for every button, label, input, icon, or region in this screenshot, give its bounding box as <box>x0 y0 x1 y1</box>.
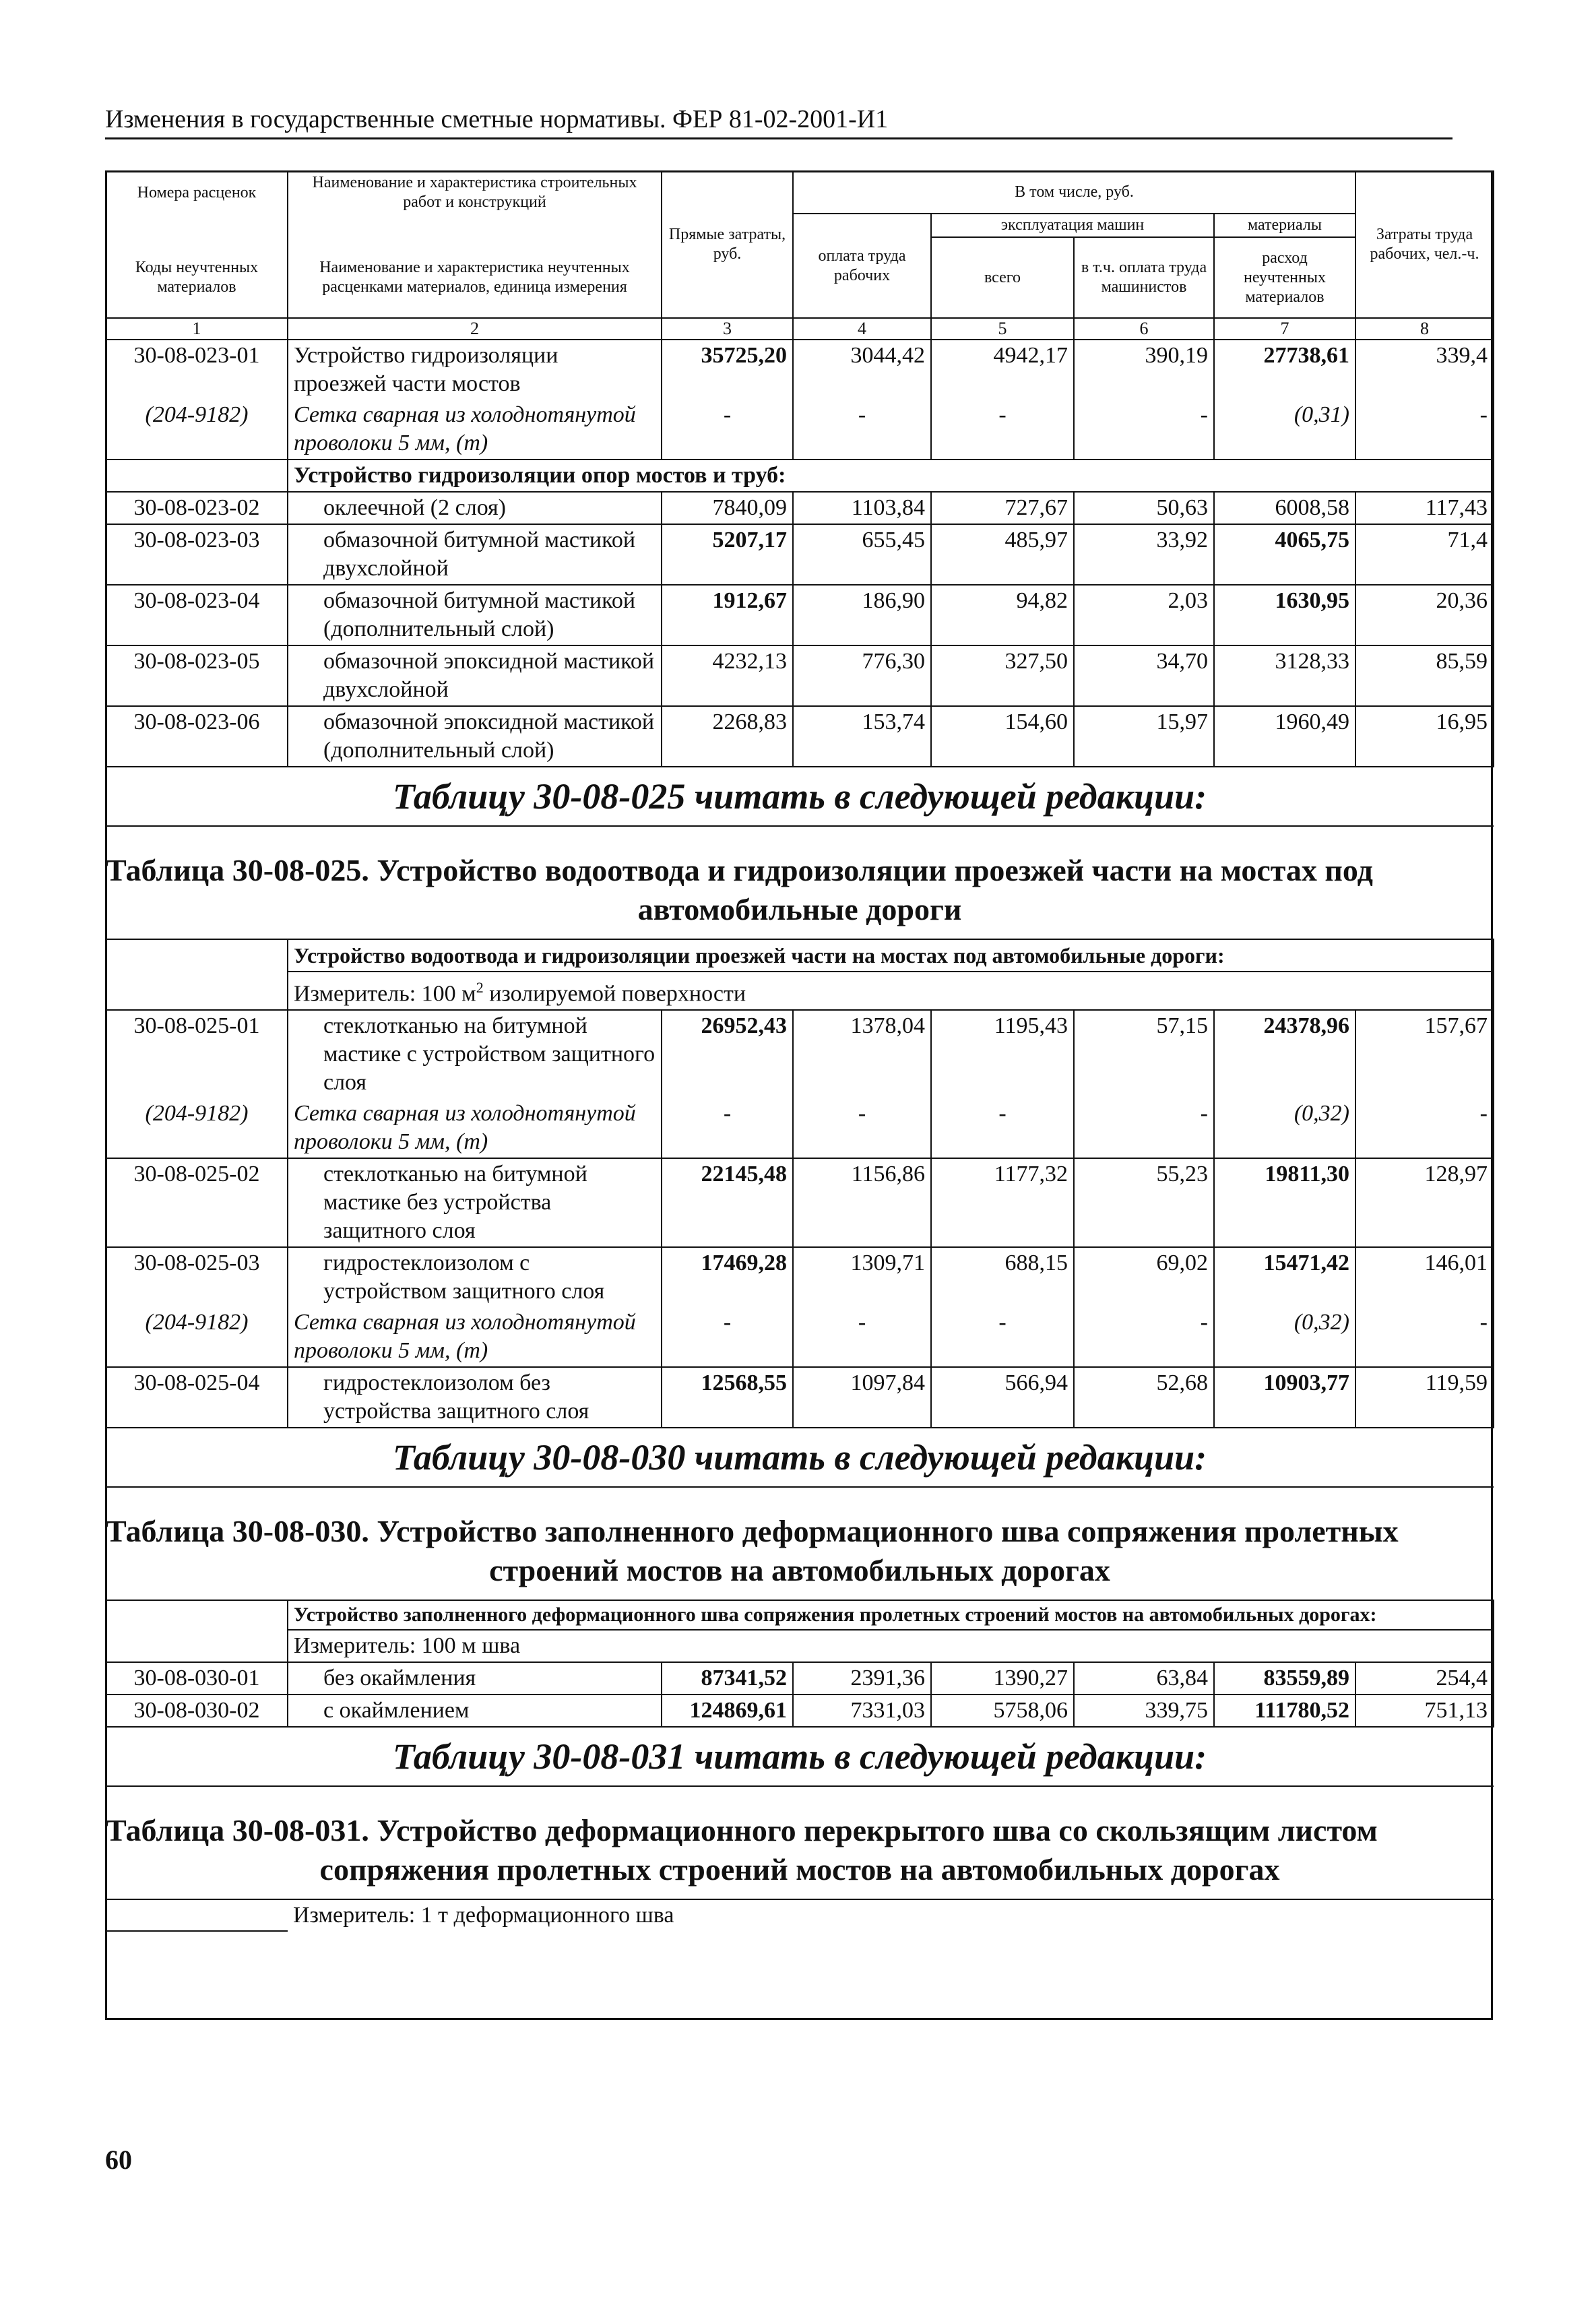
row-value: 94,82 <box>931 585 1074 645</box>
table-title <box>106 826 1494 939</box>
row-value: 6008,58 <box>1214 492 1355 524</box>
table-row <box>106 1247 1494 1307</box>
row-value: 2,03 <box>1074 585 1214 645</box>
section-heading: Устройство водоотвода и гидроизоляции проезжей части на мостах под автомобильные дороги: <box>288 939 1494 972</box>
row-value: 26952,43 <box>662 1010 793 1098</box>
price-table <box>105 170 1494 1932</box>
row-value: 3044,42 <box>793 340 931 400</box>
row-value: 20,36 <box>1355 585 1494 645</box>
col-num: 3 <box>662 318 793 340</box>
materials-head: материалы <box>1214 214 1355 237</box>
row-value: - <box>931 400 1074 460</box>
unit-line <box>288 972 1494 1010</box>
row-value: 1390,27 <box>931 1662 1074 1695</box>
col-4-head: оплата труда рабочих <box>793 214 931 318</box>
row-value: 485,97 <box>931 524 1074 585</box>
table-title-line-2: автомобильные дороги <box>637 892 962 926</box>
row-value: 776,30 <box>793 645 931 706</box>
row-value: 17469,28 <box>662 1247 793 1307</box>
row-value: (0,31) <box>1214 400 1355 460</box>
row-value: 688,15 <box>931 1247 1074 1307</box>
table-row <box>106 585 1494 645</box>
row-value: 87341,52 <box>662 1662 793 1695</box>
row-value: 146,01 <box>1355 1247 1494 1307</box>
col-2-head-bottom: Наименование и характеристика неучтенных расценками материалов, единица измерения <box>288 237 662 318</box>
row-value: - <box>793 1307 931 1367</box>
row-value: 1177,32 <box>931 1158 1074 1247</box>
table-title-line-2: сопряжения пролетных строений мостов на автомобильных дорогах <box>319 1852 1280 1887</box>
table-title <box>106 1487 1494 1600</box>
table-row <box>106 524 1494 585</box>
row-value: 128,97 <box>1355 1158 1494 1247</box>
row-value: 2268,83 <box>662 706 793 767</box>
table-title-line-1: Таблица 30-08-031. Устройство деформационного перекрытого шва со скользящим листом <box>106 1813 1378 1848</box>
row-value: 5207,17 <box>662 524 793 585</box>
row-value: - <box>662 1307 793 1367</box>
table-title-line-2: строений мостов на автомобильных дорогах <box>489 1553 1110 1588</box>
row-value: 153,74 <box>793 706 931 767</box>
row-value: - <box>1355 1307 1494 1367</box>
col-num: 8 <box>1355 318 1494 340</box>
page-header: Изменения в государственные сметные нормативы. ФЕР 81-02-2001-И1 <box>105 101 1453 139</box>
row-value: - <box>1074 1098 1214 1158</box>
row-value: (0,32) <box>1214 1307 1355 1367</box>
redaction-note: Таблицу 30-08-031 читать в следующей редакции: <box>106 1727 1494 1786</box>
row-value: 1912,67 <box>662 585 793 645</box>
material-code: (204-9182) <box>106 1307 288 1367</box>
row-value: 2391,36 <box>793 1662 931 1695</box>
row-value: 5758,06 <box>931 1695 1074 1727</box>
row-value: 1378,04 <box>793 1010 931 1098</box>
row-value: 4065,75 <box>1214 524 1355 585</box>
row-code: 30-08-025-04 <box>106 1367 288 1428</box>
section-heading: Устройство заполненного деформационного шва сопряжения пролетных строений мостов на автомобильных дорогах: <box>288 1600 1494 1630</box>
col-num: 2 <box>288 318 662 340</box>
row-value: 254,4 <box>1355 1662 1494 1695</box>
row-value: - <box>931 1098 1074 1158</box>
row-value: 33,92 <box>1074 524 1214 585</box>
row-value: - <box>662 400 793 460</box>
col-num: 4 <box>793 318 931 340</box>
row-value: 50,63 <box>1074 492 1214 524</box>
row-value: (0,32) <box>1214 1098 1355 1158</box>
row-code: 30-08-023-02 <box>106 492 288 524</box>
row-value: 27738,61 <box>1214 340 1355 400</box>
material-code: (204-9182) <box>106 1098 288 1158</box>
row-code: 30-08-023-03 <box>106 524 288 585</box>
col-1-head-top: Номера расценок <box>106 171 288 214</box>
table-row <box>106 1367 1494 1428</box>
row-name: обмазочной эпоксидной мастикой двухслойной <box>288 645 662 706</box>
row-value: 1156,86 <box>793 1158 931 1247</box>
row-value: 154,60 <box>931 706 1074 767</box>
material-name: Сетка сварная из холоднотянутой проволоки 5 мм, (т) <box>288 1098 662 1158</box>
machines-head: эксплуатация машин <box>931 214 1214 237</box>
row-value: 655,45 <box>793 524 931 585</box>
row-value: - <box>662 1098 793 1158</box>
row-value: - <box>793 400 931 460</box>
row-value: 83559,89 <box>1214 1662 1355 1695</box>
row-value: 339,4 <box>1355 340 1494 400</box>
row-value: 12568,55 <box>662 1367 793 1428</box>
row-value: 15,97 <box>1074 706 1214 767</box>
table-row <box>106 706 1494 767</box>
row-value: 52,68 <box>1074 1367 1214 1428</box>
row-code: 30-08-025-01 <box>106 1010 288 1098</box>
table-title-line-1: Таблица 30-08-030. Устройство заполненного деформационного шва сопряжения пролетных <box>106 1514 1399 1549</box>
row-value: 19811,30 <box>1214 1158 1355 1247</box>
material-row <box>106 1307 1494 1367</box>
row-value: 111780,52 <box>1214 1695 1355 1727</box>
redaction-note: Таблицу 30-08-030 читать в следующей редакции: <box>106 1428 1494 1487</box>
row-code: 30-08-030-01 <box>106 1662 288 1695</box>
row-code: 30-08-023-01 <box>106 340 288 400</box>
row-value: 7331,03 <box>793 1695 931 1727</box>
col-num: 6 <box>1074 318 1214 340</box>
table-row <box>106 1662 1494 1695</box>
col-3-head: Прямые затраты, руб. <box>662 171 793 318</box>
row-value: 1103,84 <box>793 492 931 524</box>
col-num: 5 <box>931 318 1074 340</box>
unit-suffix: изолируемой поверхности <box>483 981 746 1007</box>
row-value: 35725,20 <box>662 340 793 400</box>
row-value: 390,19 <box>1074 340 1214 400</box>
material-row <box>106 1098 1494 1158</box>
row-name: обмазочной битумной мастикой двухслойной <box>288 524 662 585</box>
row-value: 71,4 <box>1355 524 1494 585</box>
row-value: 327,50 <box>931 645 1074 706</box>
row-code: 30-08-023-06 <box>106 706 288 767</box>
row-value: 124869,61 <box>662 1695 793 1727</box>
row-name: с окаймлением <box>288 1695 662 1727</box>
col-6-head: в т.ч. оплата труда машинистов <box>1074 237 1214 318</box>
row-value: 63,84 <box>1074 1662 1214 1695</box>
row-value: 727,67 <box>931 492 1074 524</box>
row-code: 30-08-023-04 <box>106 585 288 645</box>
row-value: 16,95 <box>1355 706 1494 767</box>
table-title <box>106 1786 1494 1899</box>
row-value: - <box>931 1307 1074 1367</box>
row-value: 117,43 <box>1355 492 1494 524</box>
row-value: - <box>1355 1098 1494 1158</box>
row-value: 4942,17 <box>931 340 1074 400</box>
table-row <box>106 340 1494 400</box>
row-code: 30-08-025-03 <box>106 1247 288 1307</box>
table-row <box>106 1010 1494 1098</box>
row-value: 57,15 <box>1074 1010 1214 1098</box>
unit-prefix: Измеритель: 100 м <box>294 981 476 1007</box>
row-value: 24378,96 <box>1214 1010 1355 1098</box>
row-value: 1097,84 <box>793 1367 931 1428</box>
row-value: 15471,42 <box>1214 1247 1355 1307</box>
row-code: 30-08-025-02 <box>106 1158 288 1247</box>
row-value: 10903,77 <box>1214 1367 1355 1428</box>
row-name: стеклотканью на битумной мастике с устройством защитного слоя <box>288 1010 662 1098</box>
row-value: 1195,43 <box>931 1010 1074 1098</box>
unit-line: Измеритель: 1 т деформационного шва <box>293 1903 674 1928</box>
row-value: 34,70 <box>1074 645 1214 706</box>
row-name: оклеечной (2 слоя) <box>288 492 662 524</box>
row-value: 22145,48 <box>662 1158 793 1247</box>
material-row <box>106 400 1494 460</box>
col-8-head: Затраты труда рабочих, чел.-ч. <box>1355 171 1494 318</box>
material-name: Сетка сварная из холоднотянутой проволоки 5 мм, (т) <box>288 1307 662 1367</box>
row-value: - <box>1074 400 1214 460</box>
row-value: - <box>1074 1307 1214 1367</box>
incl-head: В том числе, руб. <box>793 171 1355 214</box>
row-value: 7840,09 <box>662 492 793 524</box>
col-1-head-bottom: Коды неучтенных материалов <box>106 237 288 318</box>
row-value: 1960,49 <box>1214 706 1355 767</box>
unit-line: Измеритель: 100 м шва <box>288 1630 1494 1662</box>
row-value: 85,59 <box>1355 645 1494 706</box>
row-value: 55,23 <box>1074 1158 1214 1247</box>
material-name: Сетка сварная из холоднотянутой проволоки 5 мм, (т) <box>288 400 662 460</box>
col-num: 7 <box>1214 318 1355 340</box>
row-name: гидростеклоизолом с устройством защитного слоя <box>288 1247 662 1307</box>
col-2-head-top: Наименование и характеристика строительных работ и конструкций <box>288 171 662 214</box>
material-code: (204-9182) <box>106 400 288 460</box>
table-row <box>106 645 1494 706</box>
row-name: обмазочной битумной мастикой (дополнительный слой) <box>288 585 662 645</box>
table-row <box>106 492 1494 524</box>
row-value: 3128,33 <box>1214 645 1355 706</box>
row-value: 1309,71 <box>793 1247 931 1307</box>
row-value: 751,13 <box>1355 1695 1494 1727</box>
row-value: 4232,13 <box>662 645 793 706</box>
row-value: 69,02 <box>1074 1247 1214 1307</box>
row-value: 339,75 <box>1074 1695 1214 1727</box>
row-value: 566,94 <box>931 1367 1074 1428</box>
row-value: 186,90 <box>793 585 931 645</box>
col-5-head: всего <box>931 237 1074 318</box>
redaction-note: Таблицу 30-08-025 читать в следующей редакции: <box>106 767 1494 826</box>
row-code: 30-08-023-05 <box>106 645 288 706</box>
page-number: 60 <box>105 2145 132 2175</box>
row-name: Устройство гидроизоляции проезжей части мостов <box>288 340 662 400</box>
row-name: стеклотканью на битумной мастике без устройства защитного слоя <box>288 1158 662 1247</box>
row-value: - <box>1355 400 1494 460</box>
row-value: 1630,95 <box>1214 585 1355 645</box>
table-row <box>106 1695 1494 1727</box>
row-code: 30-08-030-02 <box>106 1695 288 1727</box>
col-num: 1 <box>106 318 288 340</box>
unit-sup: 2 <box>476 979 484 996</box>
row-name: без окаймления <box>288 1662 662 1695</box>
section-heading: Устройство гидроизоляции опор мостов и труб: <box>288 460 1494 492</box>
row-name: обмазочной эпоксидной мастикой (дополнительный слой) <box>288 706 662 767</box>
col-7-head: расход неучтенных материалов <box>1214 237 1355 318</box>
row-name: гидростеклоизолом без устройства защитного слоя <box>288 1367 662 1428</box>
table-title-line-1: Таблица 30-08-025. Устройство водоотвода и гидроизоляции проезжей части на мостах под <box>106 853 1373 887</box>
row-value: - <box>793 1098 931 1158</box>
row-value: 119,59 <box>1355 1367 1494 1428</box>
table-row <box>106 1158 1494 1247</box>
row-value: 157,67 <box>1355 1010 1494 1098</box>
